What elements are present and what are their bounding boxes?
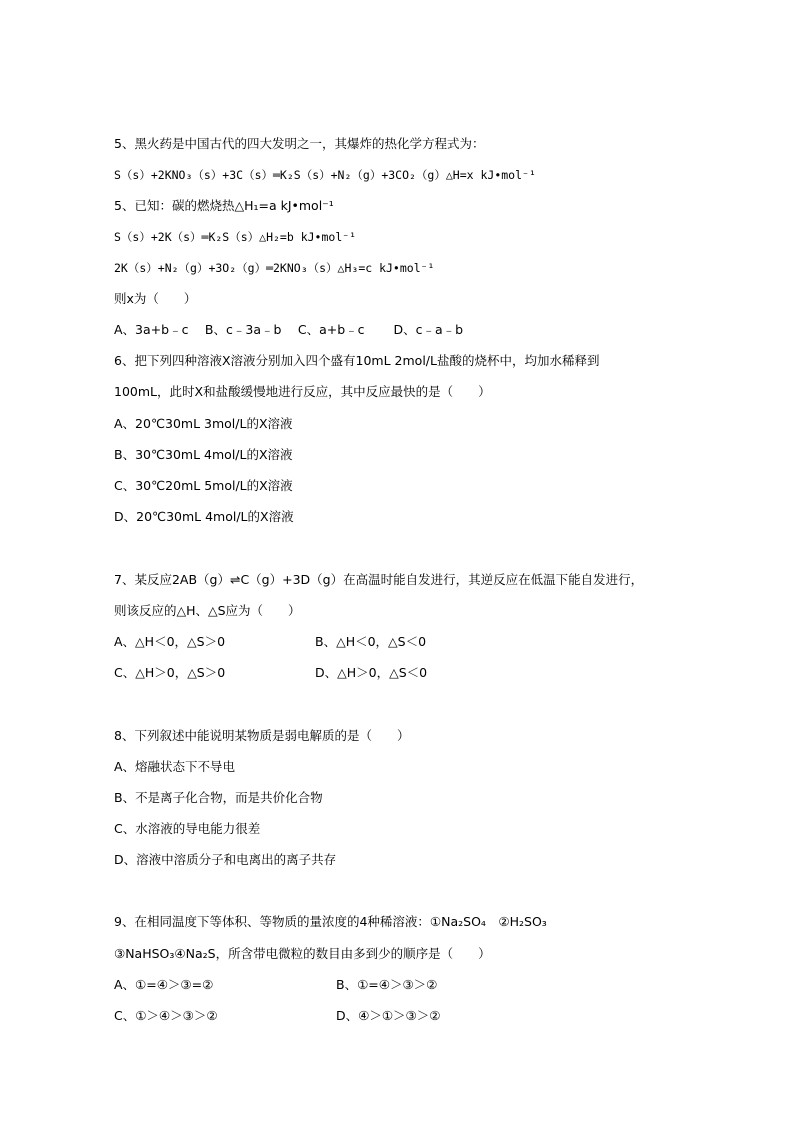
q7-option-d: D、△H＞0，△S＜0 <box>315 665 428 680</box>
q9-stem-line2: ③NaHSO₃④Na₂S，所含带电微粒的数目由多到少的顺序是（ ） <box>114 946 491 961</box>
q5b-equation-3: 2K（s）+N₂（g）+3O₂（g）═2KNO₃（s）△H₃=c kJ•mol⁻¹ <box>114 261 435 275</box>
q6-stem-line2: 100mL，此时X和盐酸缓慢地进行反应，其中反应最快的是（ ） <box>114 384 491 399</box>
q7-option-a: A、△H＜0，△S＞0 <box>114 634 226 649</box>
q9-options-row1 <box>114 977 674 993</box>
q5a-equation: S（s）+2KNO₃（s）+3C（s）═K₂S（s）+N₂（g）+3CO₂（g）△H=x kJ•mol⁻¹ <box>114 168 536 182</box>
q9-options-row2 <box>114 1008 674 1024</box>
q7-options-row1 <box>114 634 674 650</box>
q5a-stem: 5、黑火药是中国古代的四大发明之一，其爆炸的热化学方程式为： <box>114 136 485 151</box>
q6-option-c: C、30℃20mL 5mol/L的X溶液 <box>114 478 293 493</box>
q7-stem-line2: 则该反应的△H、△S应为（ ） <box>114 603 301 618</box>
q8-option-b: B、不是离子化合物，而是共价化合物 <box>114 790 323 805</box>
q6-stem-line1: 6、把下列四种溶液X溶液分别加入四个盛有10mL 2mol/L盐酸的烧杯中，均加水稀释到 <box>114 353 600 368</box>
q8-stem: 8、下列叙述中能说明某物质是弱电解质的是（ ） <box>114 728 410 743</box>
q7-option-c: C、△H＞0，△S＞0 <box>114 665 226 680</box>
q8-option-a: A、熔融状态下不导电 <box>114 759 236 774</box>
q5b-ask: 则x为（ ） <box>114 291 197 306</box>
q9-option-c: C、①＞④＞③＞② <box>114 1008 218 1023</box>
q9-option-d: D、④＞①＞③＞② <box>336 1008 441 1023</box>
q5b-known: 5、已知：碳的燃烧热△H₁=a kJ•mol⁻¹ <box>114 198 334 213</box>
q9-option-b: B、①=④＞③＞② <box>336 977 438 992</box>
q9-stem-line1: 9、在相同温度下等体积、等物质的量浓度的4种稀溶液：①Na₂SO₄ ②H₂SO₃ <box>114 914 547 929</box>
q7-options-row2 <box>114 665 674 681</box>
q8-option-c: C、水溶液的导电能力很差 <box>114 821 261 836</box>
q7-stem-line1: 7、某反应2AB（g）⇌C（g）+3D（g）在高温时能自发进行，其逆反应在低温下能自发进行， <box>114 572 644 587</box>
q6-option-d: D、20℃30mL 4mol/L的X溶液 <box>114 509 294 524</box>
q6-option-a: A、20℃30mL 3mol/L的X溶液 <box>114 416 293 431</box>
q6-option-b: B、30℃30mL 4mol/L的X溶液 <box>114 447 293 462</box>
q9-option-a: A、①=④＞③=② <box>114 977 214 992</box>
q8-option-d: D、溶液中溶质分子和电离出的离子共存 <box>114 852 337 867</box>
q5b-equation-2: S（s）+2K（s）═K₂S（s）△H₂=b kJ•mol⁻¹ <box>114 230 357 244</box>
q5b-options: A、3a+b﹣c B、c﹣3a﹣b C、a+b﹣c D、c﹣a﹣b <box>114 322 464 337</box>
q7-option-b: B、△H＜0，△S＜0 <box>315 634 427 649</box>
